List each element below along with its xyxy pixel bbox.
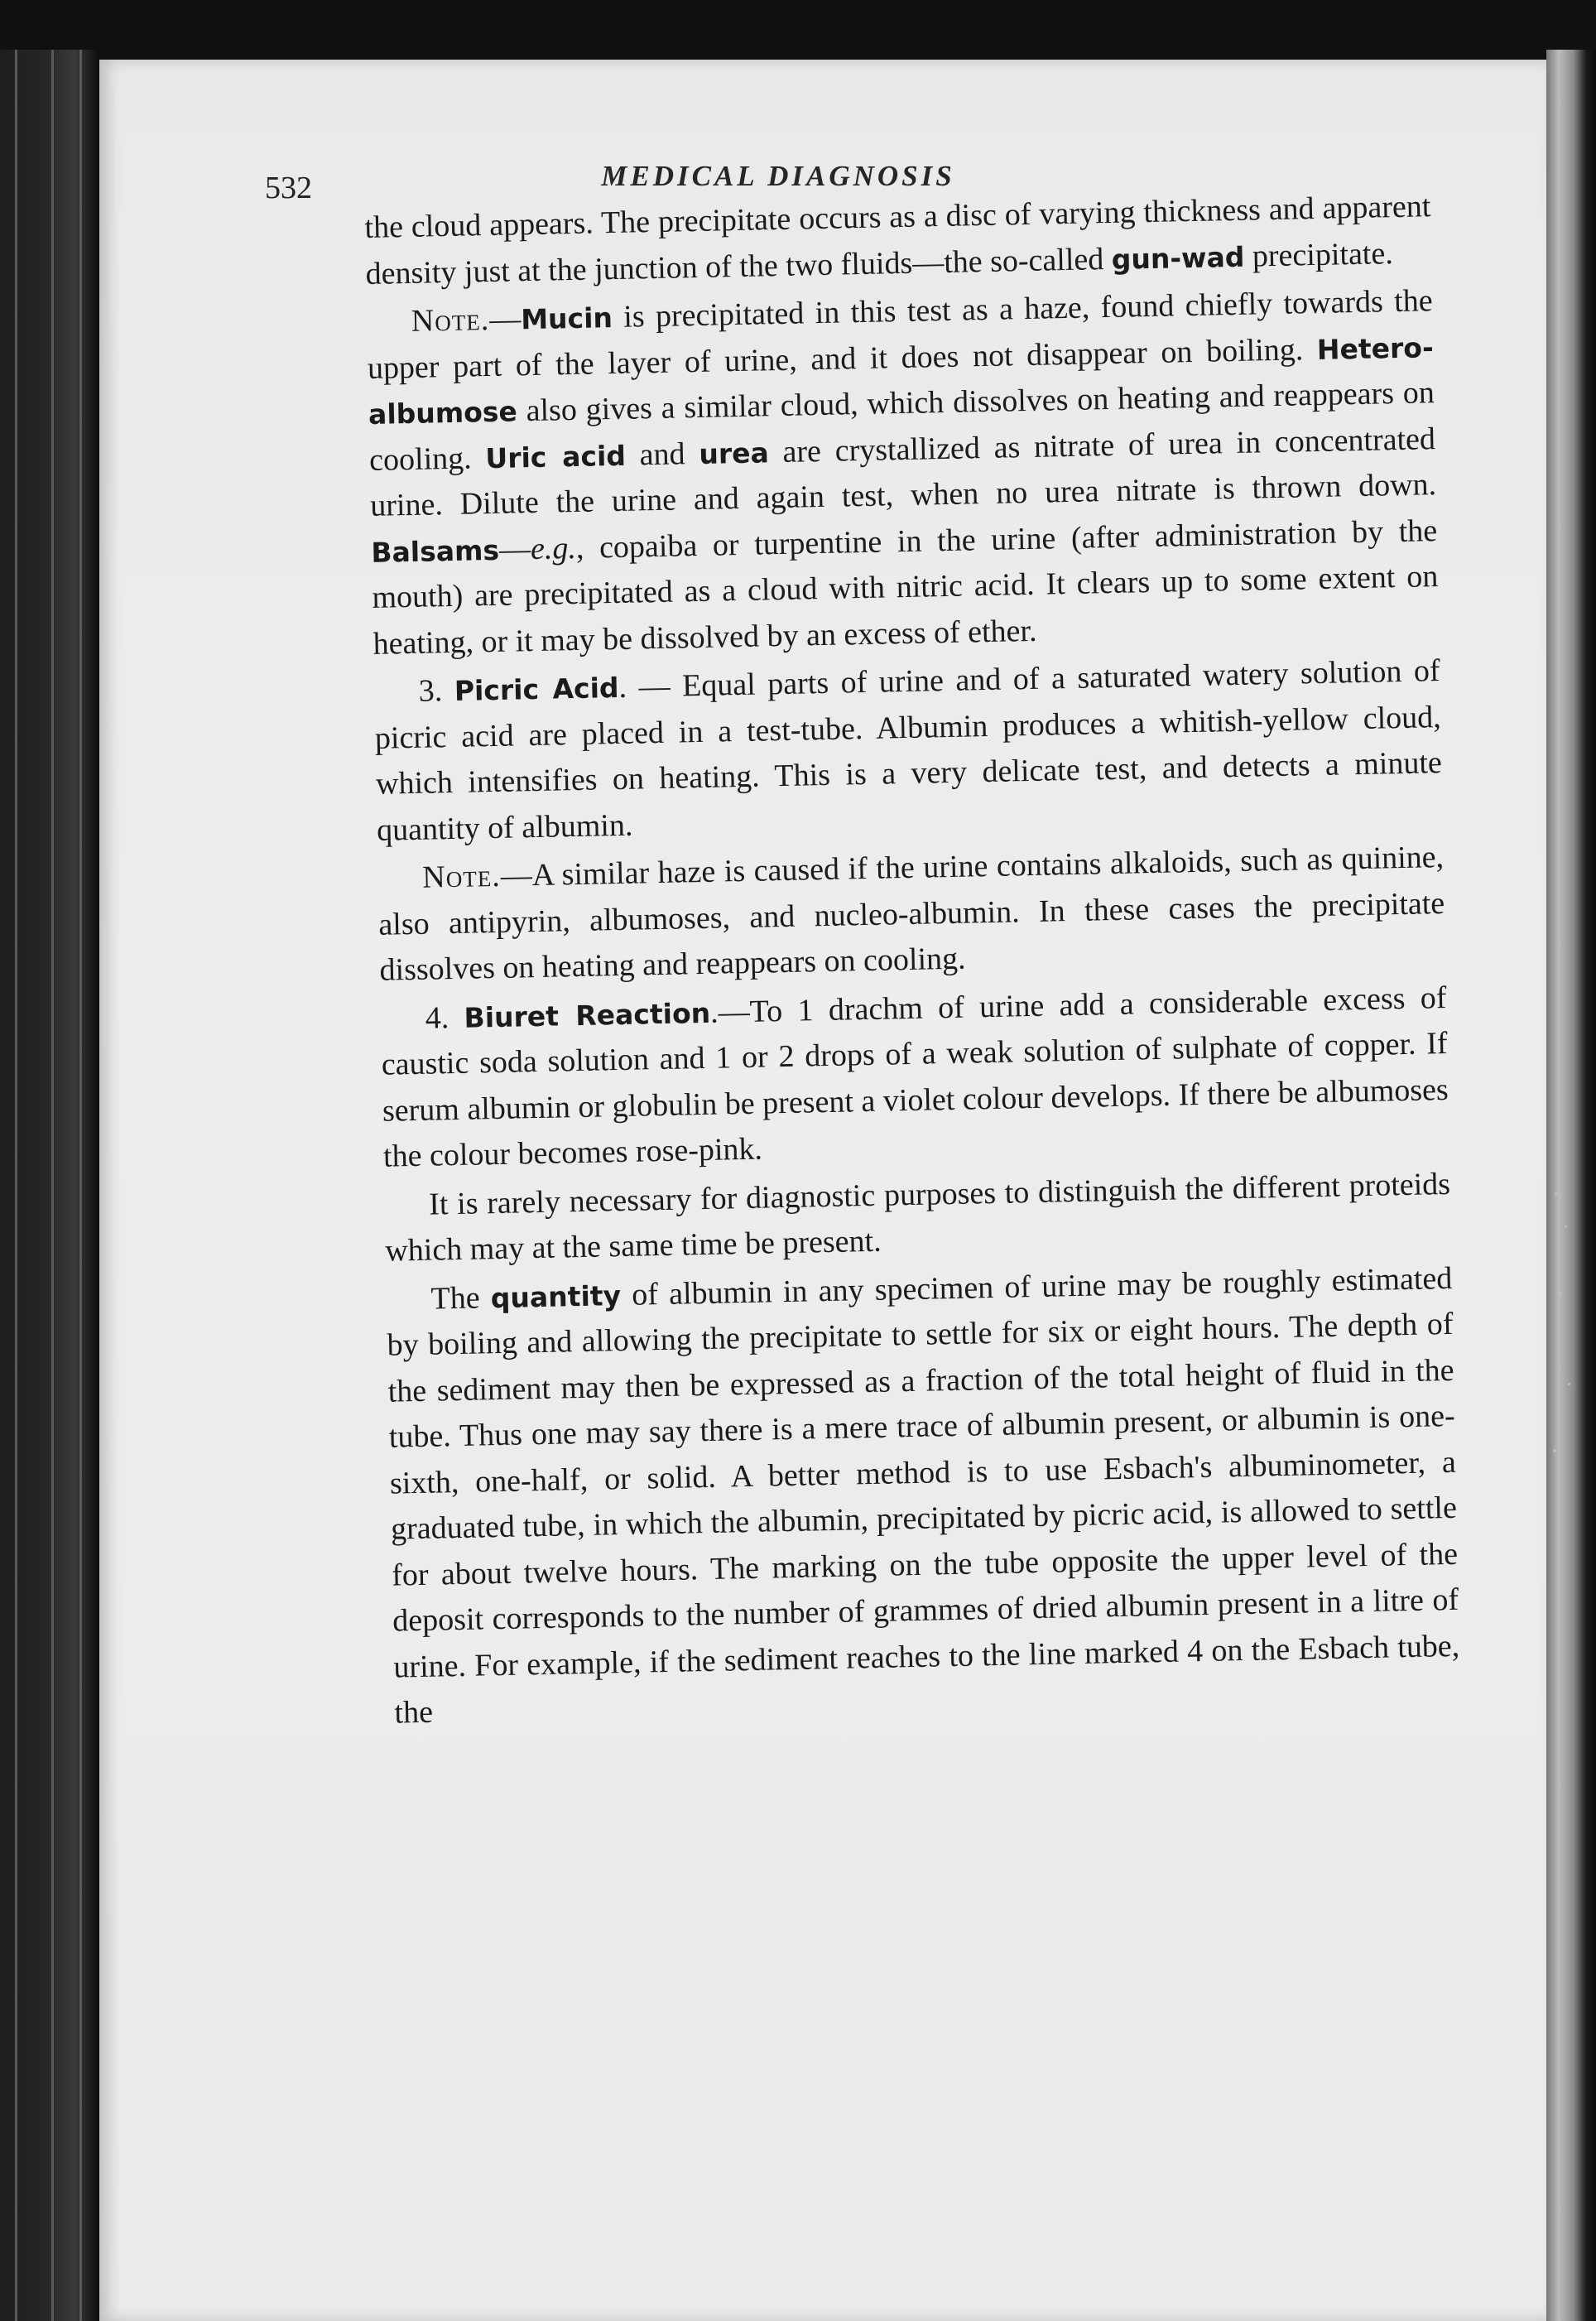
keyword: Biuret Reaction	[464, 996, 711, 1034]
keyword: quantity	[490, 1278, 622, 1314]
paragraph	[384, 1161, 1452, 1274]
keyword: Mucin	[520, 301, 613, 336]
body-text	[364, 184, 1461, 1736]
paragraph	[386, 1255, 1461, 1736]
paragraph-note	[366, 278, 1440, 667]
paragraph-test-3	[373, 648, 1443, 854]
text-run: precipitate.	[1243, 235, 1394, 274]
text-run: , copaiba or turpentine in the urine (after administration by the mouth) are precipitated as a cloud with nitric acid. It clears up to some extent on heating, or it may be dissolved by an excess of ether.	[372, 513, 1439, 662]
text-run: It is rarely necessary for diagnostic purposes to distinguish the different proteids which may at the same time be present.	[384, 1166, 1451, 1269]
text-run: and	[625, 436, 699, 473]
text-run: The	[430, 1279, 492, 1317]
text-run: —	[488, 301, 522, 337]
text-run: is precipitated in this test as a haze, found chiefly towards the upper part of the layer of urine, and it does not disappear on boiling.	[367, 283, 1433, 386]
book-binding-edge	[0, 50, 99, 2321]
text-run: .—To 1 drachm of urine add a considerable excess of caustic soda solution and 1 or 2 drops of a weak solution of sulphate of copper. If serum albumin or globulin be present a violet colour develops. If there be albumoses the colour becomes rose-pink.	[381, 980, 1449, 1174]
keyword: Picric Acid	[454, 671, 619, 707]
dust-speck	[1565, 1226, 1567, 1228]
text-run: —	[498, 531, 531, 567]
binding-line	[51, 50, 54, 2321]
dust-speck	[1555, 1192, 1558, 1196]
text-run: 3.	[418, 672, 455, 709]
keyword: urea	[698, 436, 770, 470]
keyword: gun-wad	[1111, 240, 1245, 276]
note-label: Note.	[421, 858, 502, 895]
page-stack-edge	[1546, 50, 1596, 2321]
paragraph-test-4	[380, 975, 1449, 1180]
text-run: also gives a similar cloud, which dissolves on heating and reappears on cooling.	[368, 375, 1435, 478]
italic-abbrev: e.g.	[530, 530, 577, 566]
keyword: Uric acid	[485, 439, 627, 474]
paragraph-note	[377, 835, 1446, 994]
text-run: the cloud appears. The precipitate occurs as a disc of varying thickness and apparent density just at the junction of the two fluids—the so-called	[364, 189, 1431, 291]
binding-line	[79, 50, 82, 2321]
text-run: . — Equal parts of urine and of a saturated watery solution of picric acid are placed in a test-tube. Albumin produces a whitish-yellow cloud, which intensifies on heating. This is a very delicate test, and detects a minute quantity of albumin.	[374, 653, 1443, 848]
text-run: of albumin in any specimen of urine may be roughly estimated by boiling and allowing the precipitate to settle for six or eight hours. The depth of the sediment may then be expressed as a fraction of the total height of fluid in the tube. Thus one may say there is a mere trace of albumin present, or albumin is one-sixth, one-half, or solid. A better method is to use Esbach's albuminometer, a graduated tube, in which the albumin, precipitated by picric acid, is allowed to settle for about twelve hours. The marking on the tube opposite the upper level of the deposit corresponds to the number of grammes of dried albumin present in a litre of urine. For example, if the sediment reaches to the line marked 4 on the Esbach tube, the	[387, 1260, 1460, 1731]
dust-speck	[1558, 1292, 1562, 1296]
binding-line	[15, 50, 17, 2321]
keyword: Balsams	[371, 533, 500, 569]
page-number: 532	[265, 171, 312, 205]
text-run: are crystallized as nitrate of urea in concentrated urine. Dilute the urine and again test, when no urea nitrate is thrown down.	[369, 421, 1437, 523]
dust-speck	[1568, 1383, 1570, 1385]
keyword: Hetero-albumose	[368, 330, 1435, 431]
dust-speck	[1553, 1449, 1556, 1452]
running-head: MEDICAL DIAGNOSIS	[601, 160, 955, 192]
text-run: 4.	[425, 999, 464, 1036]
text-run: —A similar haze is caused if the urine contains alkaloids, such as quinine, also antipyrin, albumoses, and nucleo-albumin. In these cases the precipitate dissolves on heating and reappears on cooling.	[378, 839, 1445, 988]
note-label: Note.	[411, 301, 490, 339]
